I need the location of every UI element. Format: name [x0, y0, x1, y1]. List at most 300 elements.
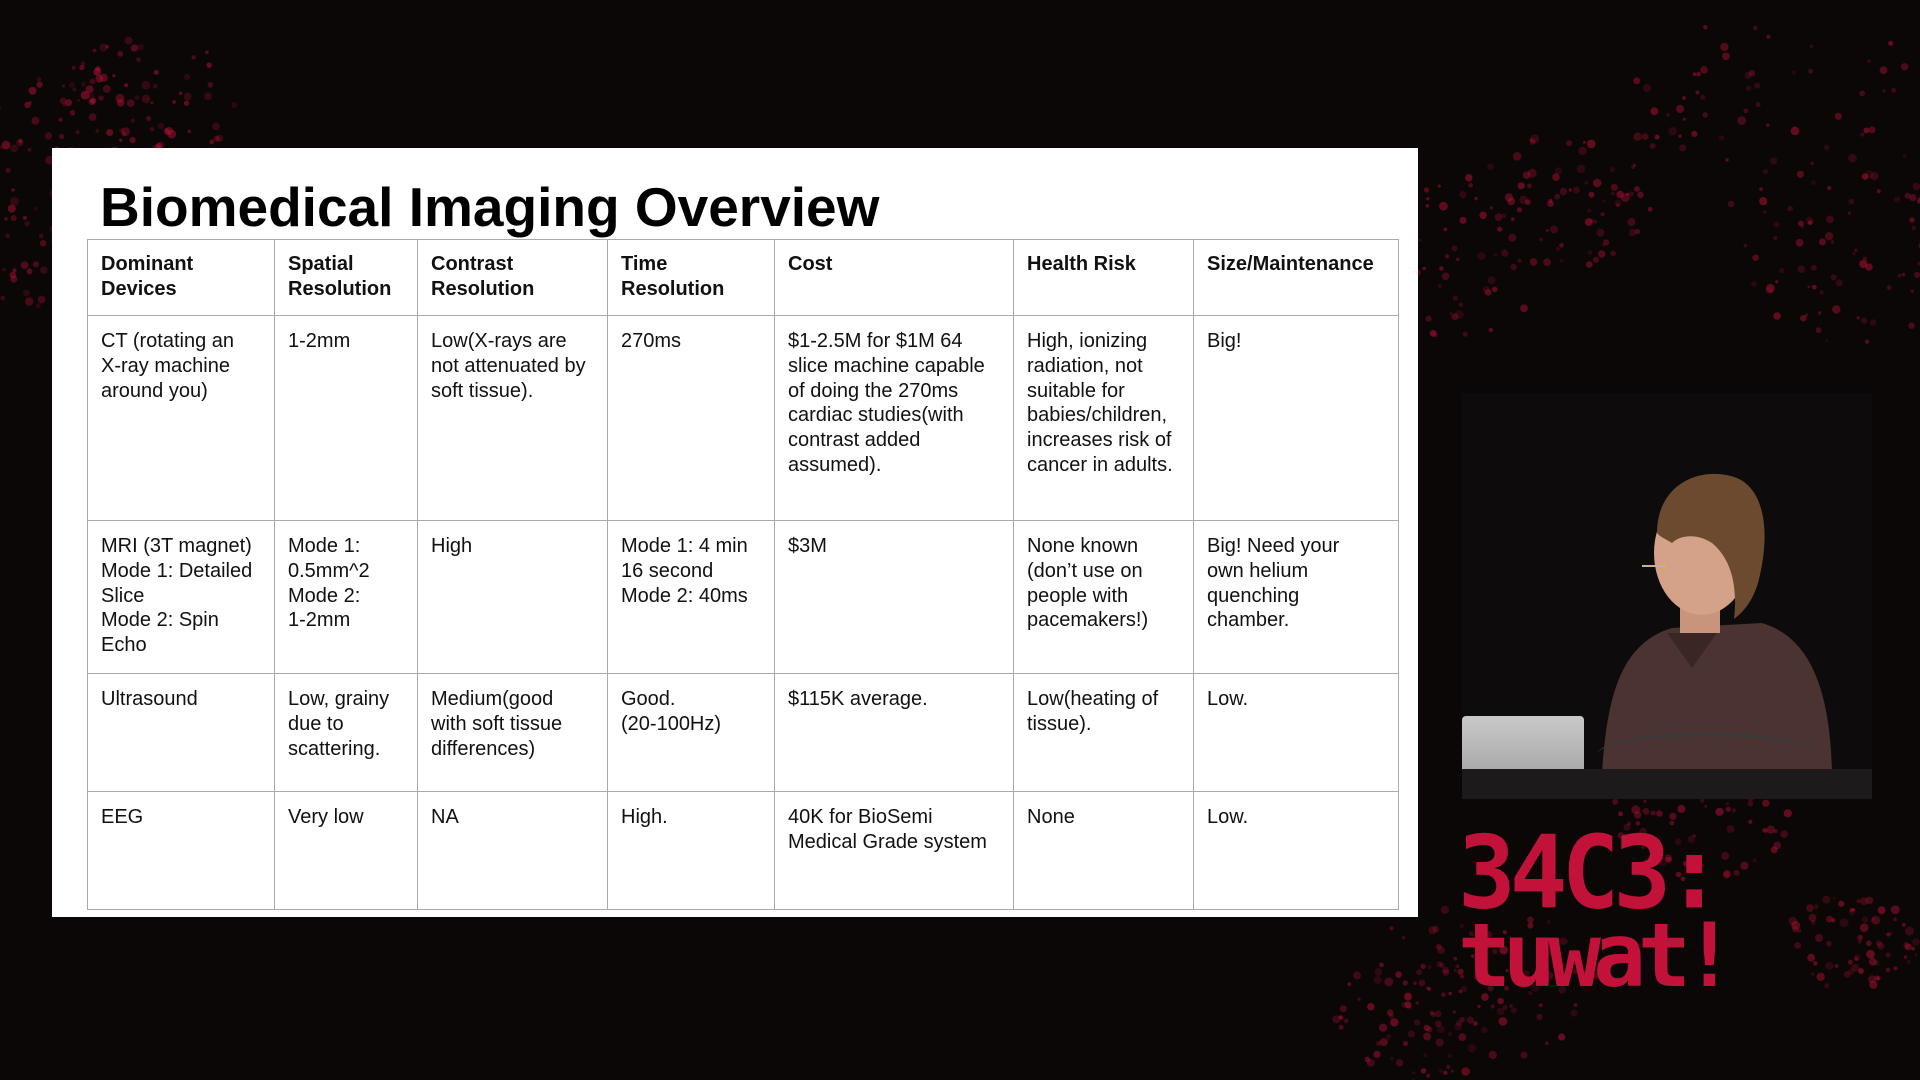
- table-cell: $3M: [775, 521, 1014, 674]
- background-dot: [1700, 95, 1705, 100]
- background-dot: [1905, 944, 1912, 951]
- background-dot: [1390, 926, 1394, 930]
- background-dot: [81, 82, 86, 87]
- background-dot: [93, 49, 97, 53]
- background-dot: [1655, 135, 1660, 140]
- background-dot: [1587, 140, 1596, 149]
- background-dot: [1439, 202, 1448, 211]
- background-dot: [1835, 113, 1842, 120]
- background-dot: [1340, 1005, 1347, 1012]
- background-dot: [1808, 69, 1813, 74]
- background-dot: [1432, 332, 1438, 338]
- background-dot: [1850, 908, 1854, 912]
- background-dot: [1495, 213, 1503, 221]
- background-dot: [1912, 938, 1920, 946]
- background-dot: [1418, 239, 1421, 242]
- background-dot: [90, 79, 96, 85]
- background-dot: [45, 132, 52, 139]
- background-dot: [1408, 1030, 1415, 1037]
- background-dot: [1426, 1074, 1430, 1078]
- background-dot: [1461, 1067, 1470, 1076]
- background-dot: [1650, 143, 1656, 149]
- background-dot: [1448, 1032, 1452, 1036]
- background-dot: [28, 148, 32, 152]
- background-dot: [1722, 53, 1730, 61]
- background-dot: [33, 261, 39, 267]
- background-dot: [1860, 132, 1864, 136]
- background-dot: [59, 134, 64, 139]
- background-dot: [1468, 1044, 1477, 1053]
- background-dot: [40, 240, 47, 247]
- background-dot: [1426, 986, 1430, 990]
- background-dot: [1492, 287, 1498, 293]
- background-dot: [1432, 926, 1439, 933]
- table-cell: NA: [418, 792, 608, 910]
- background-dot: [1587, 209, 1591, 213]
- background-dot: [1426, 204, 1430, 208]
- background-dot: [1903, 154, 1906, 157]
- table-cell: Low(heating of tissue).: [1014, 674, 1194, 792]
- background-dot: [1419, 980, 1426, 987]
- background-dot: [72, 66, 76, 70]
- background-dot: [1797, 171, 1804, 178]
- background-dot: [1793, 126, 1796, 129]
- table-cell: 270ms: [608, 316, 775, 521]
- table-cell: Good. (20-100Hz): [608, 674, 775, 792]
- background-dot: [1650, 107, 1658, 115]
- background-dot: [1520, 1052, 1527, 1059]
- background-dot: [1633, 133, 1641, 141]
- background-dot: [1421, 1068, 1426, 1073]
- background-dot: [1616, 203, 1620, 207]
- background-dot: [1832, 897, 1835, 900]
- background-dot: [1759, 197, 1767, 205]
- background-dot: [1518, 182, 1525, 189]
- background-dot: [1762, 800, 1769, 807]
- header-size-maintenance: Size/Maintenance: [1194, 240, 1399, 316]
- background-dot: [1696, 72, 1701, 77]
- background-dot: [1753, 858, 1757, 862]
- background-dot: [1427, 964, 1432, 969]
- background-dot: [1424, 187, 1429, 192]
- background-dot: [1416, 1001, 1420, 1005]
- background-dot: [1877, 943, 1884, 950]
- background-dot: [1774, 829, 1778, 833]
- background-dot: [1767, 826, 1775, 834]
- background-dot: [1494, 253, 1498, 257]
- background-dot: [204, 92, 212, 100]
- background-dot: [1904, 955, 1908, 959]
- background-dot: [1835, 964, 1839, 968]
- background-dot: [1441, 906, 1449, 914]
- background-dot: [1816, 327, 1822, 333]
- background-dot: [1353, 971, 1361, 979]
- background-dot: [1792, 70, 1796, 74]
- background-dot: [1611, 184, 1618, 191]
- background-dot: [1546, 229, 1549, 232]
- background-dot: [1439, 266, 1444, 271]
- background-dot: [1752, 255, 1758, 261]
- background-dot: [231, 102, 237, 108]
- background-dot: [23, 216, 27, 220]
- background-dot: [1550, 225, 1558, 233]
- background-dot: [1773, 236, 1777, 240]
- background-dot: [38, 296, 46, 304]
- table-cell: 1-2mm: [275, 316, 418, 521]
- background-dot: [1678, 134, 1681, 137]
- background-dot: [1704, 805, 1707, 808]
- background-dot: [1517, 259, 1521, 263]
- background-dot: [95, 129, 99, 133]
- background-dot: [1626, 193, 1629, 196]
- background-dot: [1453, 295, 1458, 300]
- background-dot: [1693, 72, 1697, 76]
- background-dot: [1798, 221, 1804, 227]
- background-dot: [1831, 240, 1835, 244]
- background-dot: [1832, 305, 1840, 313]
- background-dot: [1826, 216, 1834, 224]
- background-dot: [1815, 934, 1823, 942]
- table-cell: Big!: [1194, 316, 1399, 521]
- background-dot: [117, 51, 123, 57]
- background-dot: [29, 87, 37, 95]
- background-dot: [1725, 158, 1728, 161]
- background-dot: [1437, 946, 1445, 954]
- background-dot: [1825, 962, 1833, 970]
- table-cell: CT (rotating an X-ray machine around you): [88, 316, 275, 521]
- background-dot: [208, 82, 214, 88]
- background-dot: [1642, 133, 1649, 140]
- background-dot: [1390, 1057, 1394, 1061]
- background-dot: [1488, 276, 1496, 284]
- background-dot: [1666, 113, 1670, 117]
- background-dot: [1857, 935, 1863, 941]
- background-dot: [1528, 169, 1537, 178]
- background-dot: [1629, 191, 1634, 196]
- background-dot: [2, 268, 6, 272]
- background-dot: [1489, 1051, 1497, 1059]
- background-dot: [116, 94, 125, 103]
- background-dot: [1387, 1009, 1394, 1016]
- background-dot: [1877, 189, 1881, 193]
- background-dot: [1598, 250, 1606, 258]
- background-dot: [1827, 186, 1831, 190]
- background-dot: [1848, 212, 1851, 215]
- table-cell: Low.: [1194, 792, 1399, 910]
- background-dot: [1539, 238, 1543, 242]
- background-dot: [1332, 1015, 1340, 1023]
- background-dot: [1893, 918, 1897, 922]
- background-dot: [1831, 918, 1835, 922]
- background-dot: [1874, 960, 1879, 965]
- header-contrast-resolution: Contrast Resolution: [418, 240, 608, 316]
- background-dot: [1555, 167, 1562, 174]
- background-dot: [1812, 285, 1817, 290]
- background-dot: [105, 45, 109, 49]
- background-dot: [1463, 332, 1468, 337]
- background-dot: [192, 55, 196, 59]
- background-dot: [1700, 799, 1704, 803]
- background-dot: [1501, 249, 1508, 256]
- background-dot: [60, 98, 67, 105]
- background-dot: [1852, 252, 1855, 255]
- background-dot: [1511, 217, 1515, 221]
- background-dot: [1420, 964, 1425, 969]
- background-dot: [1586, 261, 1593, 268]
- background-dot: [125, 37, 133, 45]
- background-dot: [1894, 196, 1900, 202]
- background-dot: [1866, 897, 1874, 905]
- background-dot: [1763, 169, 1768, 174]
- background-dot: [130, 137, 136, 143]
- background-dot: [1886, 932, 1890, 936]
- background-dot: [1601, 212, 1605, 216]
- background-dot: [1883, 89, 1886, 92]
- background-dot: [1426, 197, 1429, 200]
- table-cell: Ultrasound: [88, 674, 275, 792]
- background-dot: [1458, 1033, 1466, 1041]
- background-dot: [70, 110, 76, 116]
- background-dot: [1459, 303, 1463, 307]
- table-header-row: [88, 240, 1399, 316]
- background-dot: [136, 57, 141, 62]
- background-dot: [1379, 1024, 1387, 1032]
- background-dot: [1848, 154, 1857, 163]
- background-dot: [1527, 184, 1532, 189]
- table-cell: High: [418, 521, 608, 674]
- background-dot: [1560, 259, 1564, 263]
- background-dot: [1529, 138, 1533, 142]
- background-dot: [1448, 1054, 1452, 1058]
- background-dot: [1908, 323, 1914, 329]
- background-dot: [1513, 152, 1522, 161]
- background-dot: [1878, 906, 1886, 914]
- background-dot: [1474, 197, 1478, 201]
- background-dot: [1460, 217, 1467, 224]
- background-dot: [1597, 229, 1605, 237]
- background-dot: [1754, 83, 1760, 89]
- header-dominant-devices: Dominant Devices: [88, 240, 275, 316]
- background-dot: [1773, 842, 1781, 850]
- background-dot: [10, 145, 18, 153]
- speaker-figure: [1562, 443, 1832, 773]
- background-dot: [1792, 926, 1798, 932]
- background-dot: [1737, 116, 1746, 125]
- background-dot: [1869, 126, 1876, 133]
- background-dot: [1588, 250, 1593, 255]
- background-dot: [1677, 805, 1685, 813]
- header-health-risk: Health Risk: [1014, 240, 1194, 316]
- background-dot: [1859, 91, 1865, 97]
- background-dot: [1438, 185, 1441, 188]
- background-dot: [1909, 194, 1916, 201]
- background-dot: [1543, 258, 1551, 266]
- background-dot: [1831, 274, 1837, 280]
- background-dot: [34, 207, 38, 211]
- background-dot: [1435, 1010, 1442, 1017]
- background-dot: [1696, 90, 1700, 94]
- background-dot: [137, 44, 144, 51]
- background-dot: [1865, 340, 1869, 344]
- background-dot: [142, 95, 151, 104]
- background-dot: [1487, 163, 1494, 170]
- table-cell: Mode 1: 0.5mm^2 Mode 2: 1-2mm: [275, 521, 418, 674]
- background-dot: [100, 74, 108, 82]
- background-dot: [1806, 217, 1814, 225]
- background-dot: [184, 74, 191, 81]
- background-dot: [154, 70, 159, 75]
- background-dot: [1634, 186, 1640, 192]
- background-dot: [1813, 961, 1818, 966]
- background-dot: [1682, 96, 1686, 100]
- background-dot: [1559, 243, 1564, 248]
- background-dot: [1635, 229, 1640, 234]
- background-dot: [29, 101, 33, 105]
- background-dot: [1427, 1027, 1433, 1033]
- background-dot: [1756, 102, 1761, 107]
- background-dot: [1455, 310, 1464, 319]
- background-dot: [1700, 66, 1708, 74]
- background-dot: [1817, 973, 1825, 981]
- background-dot: [37, 77, 42, 82]
- table-row: [88, 521, 1399, 674]
- background-dot: [1807, 285, 1810, 288]
- table-cell: Very low: [275, 792, 418, 910]
- background-dot: [1800, 315, 1806, 321]
- background-dot: [69, 82, 75, 88]
- background-dot: [1386, 1034, 1391, 1039]
- background-dot: [1915, 954, 1918, 957]
- background-dot: [206, 62, 211, 67]
- background-dot: [1403, 980, 1408, 985]
- background-dot: [1774, 222, 1780, 228]
- background-dot: [1339, 1025, 1344, 1030]
- background-dot: [1905, 927, 1914, 936]
- background-dot: [10, 276, 17, 283]
- background-dot: [1479, 212, 1487, 220]
- background-dot: [1365, 1057, 1371, 1063]
- background-dot: [1836, 279, 1843, 286]
- background-dot: [1901, 63, 1908, 70]
- background-dot: [1728, 201, 1735, 208]
- background-dot: [1861, 317, 1867, 323]
- background-dot: [1798, 265, 1806, 273]
- background-dot: [1643, 84, 1651, 92]
- background-dot: [4, 217, 7, 220]
- background-dot: [1871, 917, 1875, 921]
- background-dot: [1819, 290, 1823, 294]
- background-dot: [131, 119, 135, 123]
- background-dot: [1585, 181, 1589, 185]
- background-dot: [1380, 1038, 1388, 1046]
- background-dot: [1413, 982, 1416, 985]
- background-dot: [1612, 799, 1618, 805]
- background-dot: [1819, 239, 1826, 246]
- background-dot: [58, 118, 62, 122]
- background-dot: [1566, 140, 1572, 146]
- presentation-slide: [52, 148, 1418, 917]
- background-dot: [151, 101, 154, 104]
- background-dot: [1578, 147, 1586, 155]
- background-dot: [131, 44, 138, 51]
- background-dot: [1854, 957, 1858, 961]
- background-dot: [23, 290, 30, 297]
- background-dot: [1611, 192, 1615, 196]
- table-cell: MRI (3T magnet) Mode 1: Detailed Slice Mode 2: Spin Echo: [88, 521, 275, 674]
- background-dot: [1373, 1051, 1380, 1058]
- background-dot: [6, 168, 11, 173]
- background-dot: [1593, 179, 1602, 188]
- background-dot: [1414, 1019, 1421, 1026]
- background-dot: [1456, 258, 1460, 262]
- background-dot: [1763, 211, 1766, 214]
- background-dot: [1629, 229, 1636, 236]
- background-dot: [1810, 44, 1814, 48]
- background-dot: [1857, 899, 1861, 903]
- background-dot: [1854, 248, 1858, 252]
- table-row: [88, 792, 1399, 910]
- background-dot: [1404, 993, 1412, 1001]
- background-dot: [153, 84, 158, 89]
- background-dot: [212, 123, 220, 131]
- background-dot: [79, 65, 84, 70]
- background-dot: [1423, 1053, 1427, 1057]
- background-dot: [1770, 157, 1777, 164]
- background-dot: [1489, 328, 1493, 332]
- background-dot: [1891, 88, 1896, 93]
- background-dot: [1744, 109, 1749, 114]
- background-dot: [1548, 199, 1552, 203]
- background-dot: [1497, 227, 1502, 232]
- background-dot: [1554, 194, 1560, 200]
- table-cell: EEG: [88, 792, 275, 910]
- background-dot: [1483, 286, 1490, 293]
- background-dot: [36, 81, 42, 87]
- background-dot: [25, 297, 33, 305]
- background-dot: [81, 91, 90, 100]
- background-dot: [98, 95, 103, 100]
- background-dot: [1753, 26, 1758, 31]
- background-dot: [1451, 1070, 1454, 1073]
- background-dot: [1556, 247, 1561, 252]
- background-dot: [1602, 200, 1605, 203]
- background-dot: [1703, 112, 1708, 117]
- background-dot: [1344, 1019, 1349, 1024]
- background-dot: [1589, 192, 1595, 198]
- background-dot: [1818, 311, 1821, 314]
- podium: [1462, 769, 1872, 799]
- background-dot: [2, 141, 11, 150]
- table-cell: Low(X-rays are not attenuated by soft tissue).: [418, 316, 608, 521]
- background-dot: [1748, 801, 1754, 807]
- background-dot: [1422, 267, 1426, 271]
- background-dot: [1442, 273, 1450, 281]
- background-dot: [1593, 257, 1599, 263]
- background-dot: [1404, 1001, 1411, 1008]
- background-dot: [1530, 258, 1538, 266]
- background-dot: [1751, 281, 1757, 287]
- background-dot: [164, 128, 171, 135]
- background-dot: [1759, 187, 1763, 191]
- table-cell: $115K average.: [775, 674, 1014, 792]
- background-dot: [1898, 274, 1902, 278]
- background-dot: [112, 74, 115, 77]
- background-dot: [1807, 954, 1815, 962]
- background-dot: [24, 221, 29, 226]
- background-dot: [1481, 1027, 1488, 1034]
- background-dot: [1676, 105, 1684, 113]
- table-cell: Mode 1: 4 min 16 second Mode 2: 40ms: [608, 521, 775, 674]
